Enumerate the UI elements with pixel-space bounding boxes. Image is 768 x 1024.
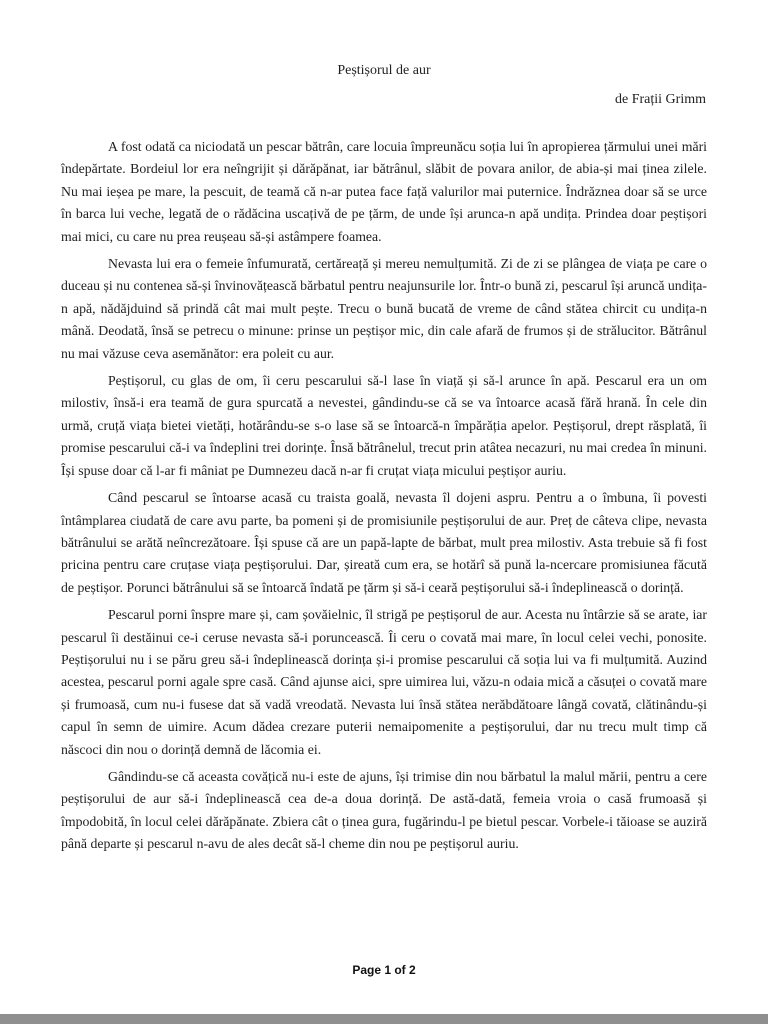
story-paragraph-2: Nevasta lui era o femeie înfumurată, certăreață și mereu nemulțumită. Zi de zi se plângea de viața pe care o duceau și nu contenea să-și învinovățească bărbatul pentru neajunsurile lor. Într-o bună zi, pescarul își aruncă undița-n apă, nădăjduind să prindă cât mai mult pește. Trecu o bună bucată de vreme de când stătea chircit cu undița-n mână. Deodată, însă se petrecu o minune: prinse un peștișor mic, din cale afară de frumos și de strălucitor. Bătrânul nu mai văzuse ceva asemănător: era poleit cu aur.: [61, 256, 707, 361]
page-number-footer: Page 1 of 2: [352, 963, 416, 977]
story-body: [61, 136, 707, 861]
story-paragraph-6: Gândindu-se că aceasta covățică nu-i este de ajuns, își trimise din nou bărbatul la malul mării, pentru a cere peștișorului de aur să-i îndeplinească cea de-a doua dorință. De astă-dată, femeia vroia o casă frumoasă și împodobită, în locul celei dărăpănate. Zbiera cât o ținea gura, fugărindu-l pe bietul pescar. Vorbele-i tăioase se auziră până departe și pescarul n-avu de ales decât să-l cheme din nou pe peștișorul auriu.: [61, 768, 707, 852]
story-paragraph-3: Peștișorul, cu glas de om, îi ceru pescarului să-l lase în viață și să-l arunce în apă. Pescarul era un om milostiv, însă-i era teamă de gura spurcată a nevestei, gândindu-se că se va întoarce acasă fără hrană. În cele din urmă, cruță viața bietei vietăți, hotărându-se s-o lase să se întoarcă-n împărăția apelor. Peștișorul, drept răsplată, îi promise pescarului că-i va îndeplini trei dorințe. Însă bătrânelul, trecut prin atâtea necazuri, nu mai credea în minuni. Își spuse doar că l-ar fi mâniat pe Dumnezeu dacă n-ar fi cruțat viața micului peștișor auriu.: [61, 373, 707, 478]
story-paragraph-5: Pescarul porni înspre mare și, cam șovăielnic, îl strigă pe peștișorul de aur. Acesta nu întârzie să se arate, iar pescarul îi destăinui ce-i ceruse nevasta să-i poruncească. Îi ceru o covată mai mare, în locul celei vechi, ponosite. Peștișorului nu i se păru greu să-i îndeplinească dorința și-i promise pescarului că soția lui va fi mulțumită. Auzind acestea, pescarul porni agale spre casă. Când ajunse aici, spre uimirea lui, văzu-n odaia mică a căsuței o covată mare și frumoasă, cum nu-i fusese dat să vadă vreodată. Nevasta lui însă stătea nerăbdătoare lângă covată, clătinându-și capul în semn de uimire. Acum dădea crezare puterii nemaipomenite a peștișorului, dar nu trecu mult timp că născoci din nou o dorință demnă de lăcomia ei.: [61, 607, 707, 757]
page-bottom-edge: [0, 1014, 768, 1024]
story-paragraph-4: Când pescarul se întoarse acasă cu traista goală, nevasta îl dojeni aspru. Pentru a o îmbuna, îi povesti întâmplarea ciudată de care avu parte, ba pomeni și de promisiunile peștișorului de aur. Preț de câteva clipe, nevasta bătrânului se arătă neîncrezătoare. Își spuse că are un papă-lapte de bărbat, mult prea milostiv. Asta trebuie să fi fost pricina pentru care cruțase viața peștișorului. Dar, șireată cum era, se hotărî să pună la-ncercare promisiunea făcută de peștișor. Porunci bătrânului să se întoarcă îndată pe țărm și să-i ceară peștișorului să-i îndeplinească o dorință.: [61, 490, 707, 595]
author-byline: de Frații Grimm: [615, 92, 706, 107]
story-paragraph-1: A fost odată ca niciodată un pescar bătrân, care locuia împreunăcu soția lui în apropierea țărmului unei mări îndepărtate. Bordeiul lor era neîngrijit și dărăpănat, iar bătrânul, slăbit de povara anilor, de abia-și mai ținea zilele. Nu mai ieșea pe mare, la pescuit, de teamă că n-ar putea face față valurilor mai puternice. Îndrăznea doar să se urce în barca lui veche, legată de o rădăcina uscațivă de pe țărm, de unde își arunca-n apă undița. Prindea doar peștișori mai mici, cu care nu prea reușeau să-și astâmpere foamea.: [61, 139, 707, 244]
document-title: Peștișorul de aur: [337, 63, 431, 78]
